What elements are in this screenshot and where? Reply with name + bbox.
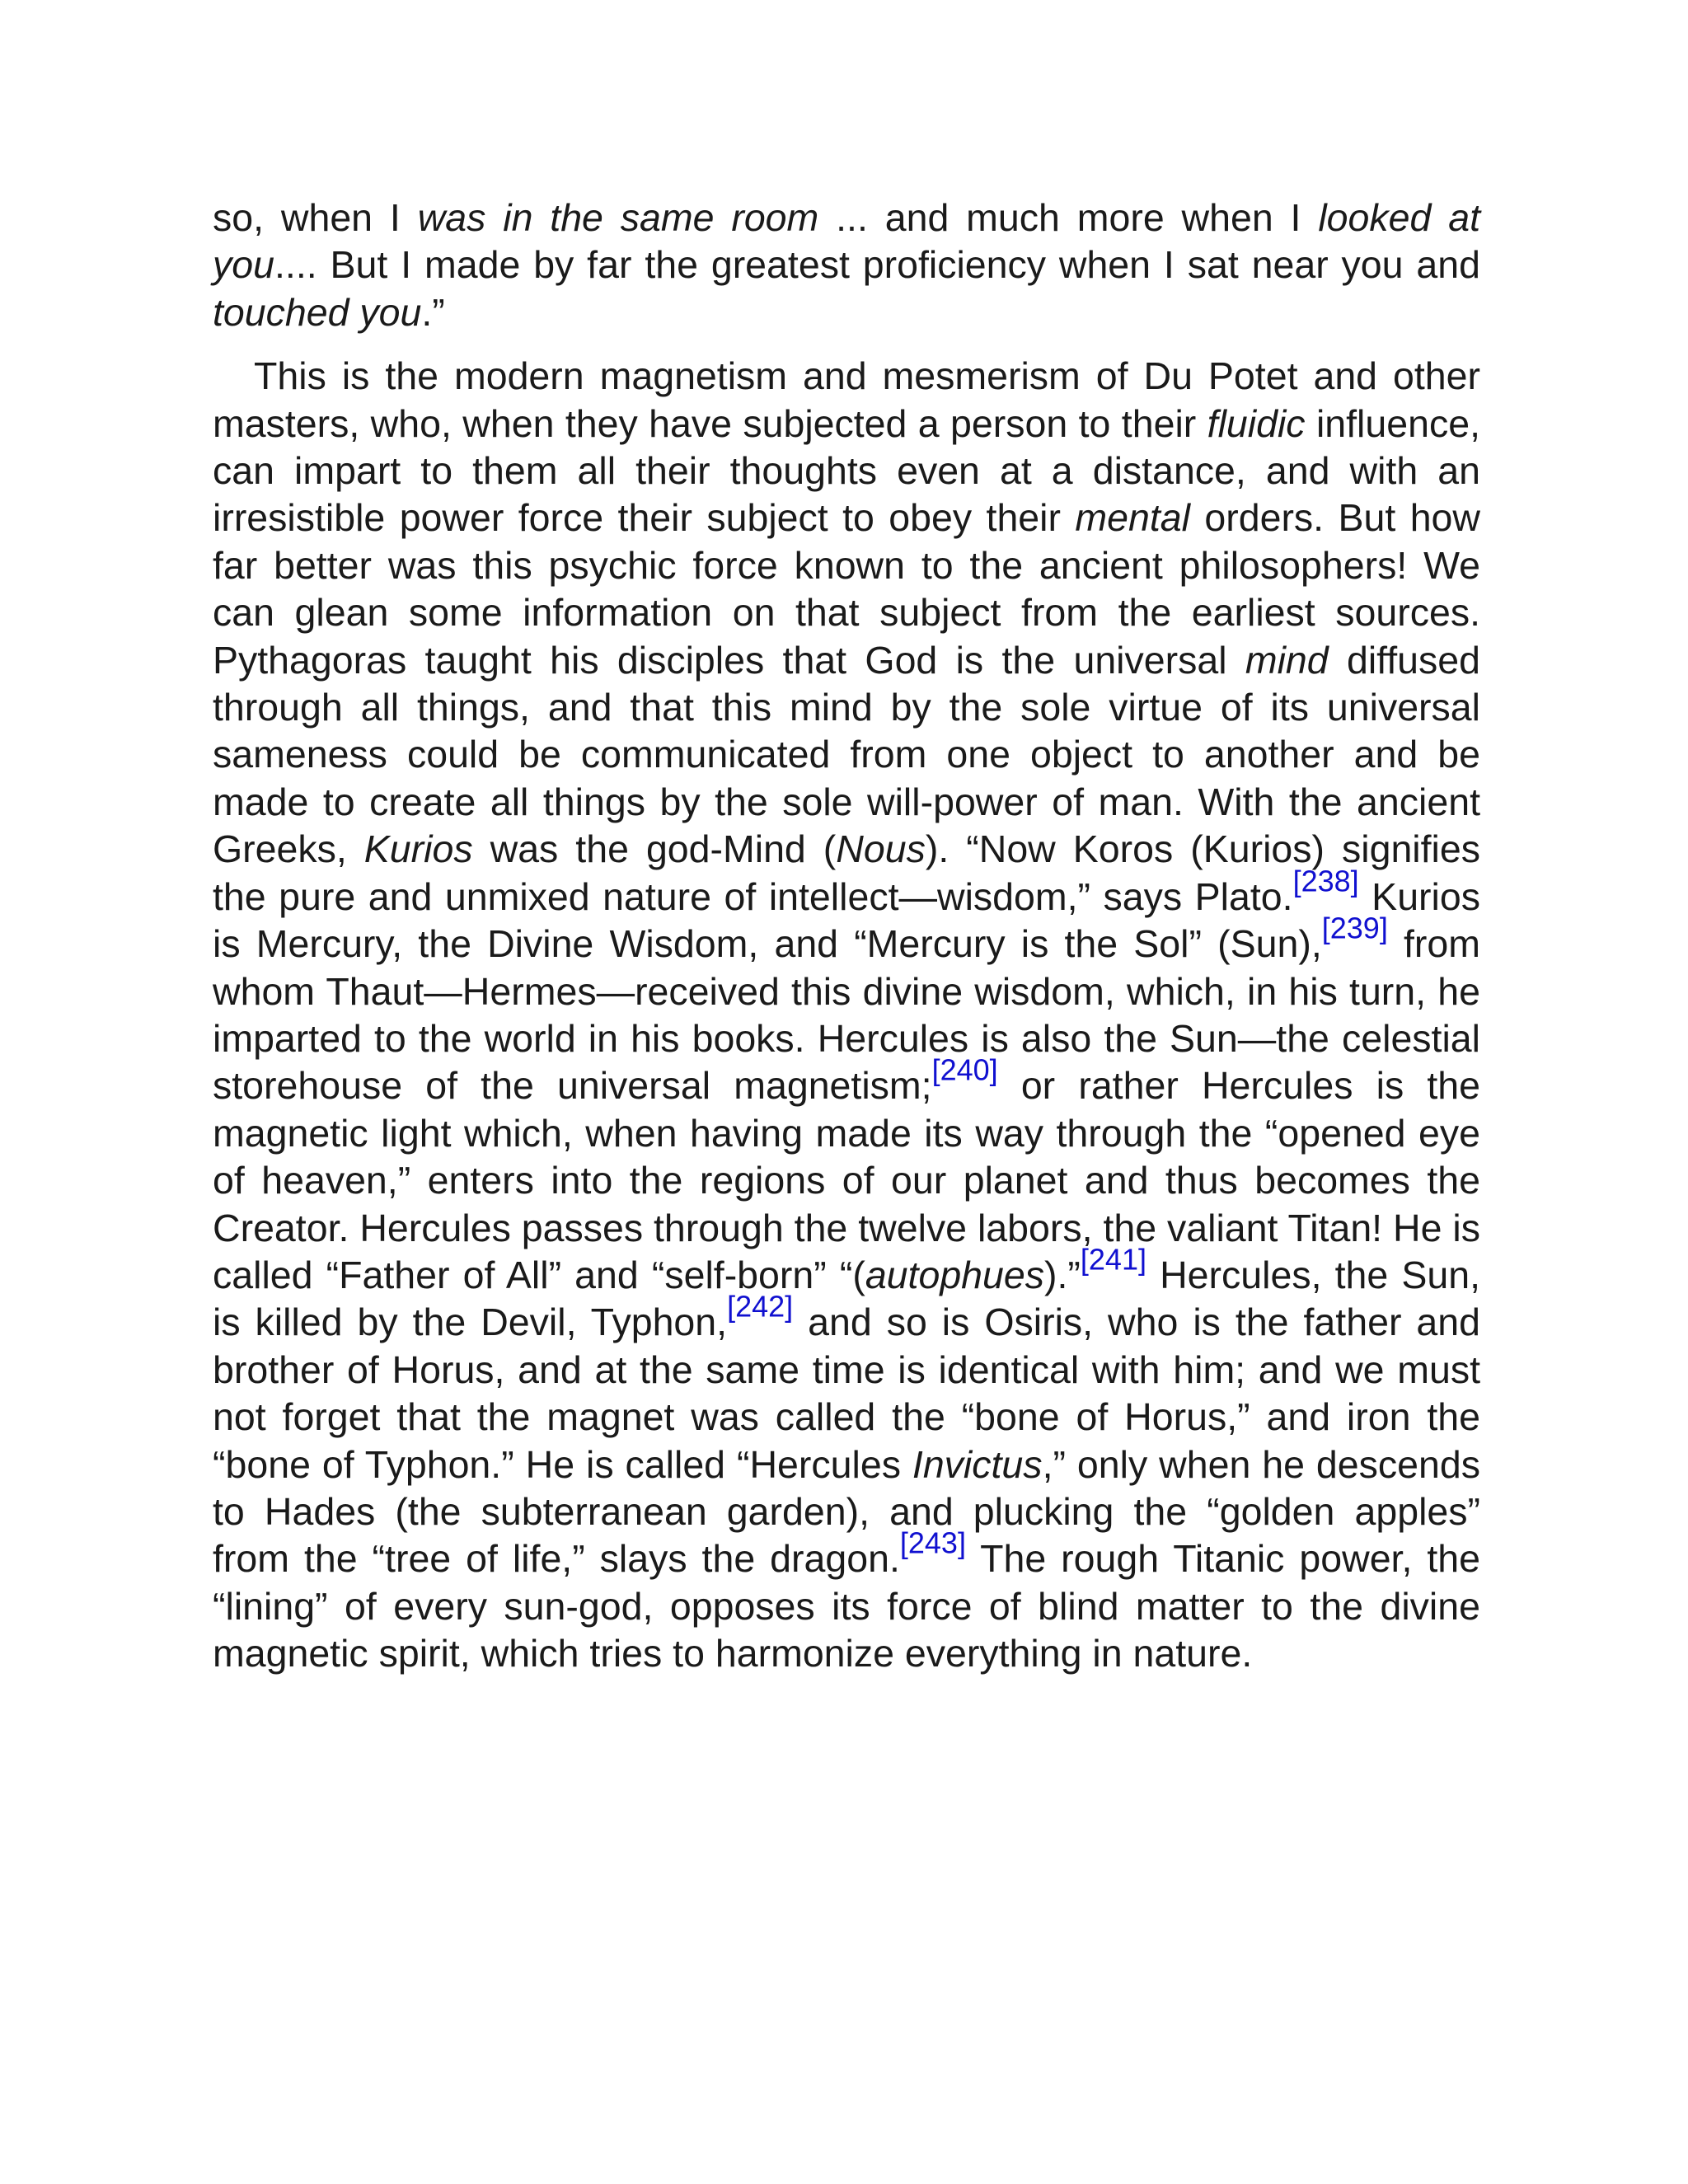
text-run: The rough Titanic power, the “lining” of every sun-god, opposes its force of blind matter to the divine magnetic spirit, which tries to harmonize everything in nature. <box>213 1537 1480 1675</box>
text-run: .... But I made by far the greatest proficiency when I sat near you and <box>274 243 1480 287</box>
paragraph-2 <box>213 353 1480 1677</box>
footnote-link-238[interactable]: [238] <box>1292 864 1359 898</box>
text-run: orders. But how far better was this psychic force known to the ancient philosophers! We can glean some information on that subject from the earliest sources. Pythagoras taught his disciples that God is the universal <box>213 496 1480 682</box>
italic-run: fluidic <box>1207 401 1306 445</box>
italic-run: autophues <box>865 1253 1045 1296</box>
italic-run: mental <box>1075 496 1190 540</box>
text-run: ).” <box>1044 1253 1081 1296</box>
italic-run: looked at you <box>213 196 1481 287</box>
italic-run: Nous <box>836 827 926 871</box>
text-run: and so is Osiris, who is the father and brother of Horus, and at the same time is identical with him; and we must not forget that the magnet was called the “bone of Horus,” and iron the “bone of Typhon.” He is called “Hercules <box>213 1301 1480 1486</box>
text-run: so, when I <box>213 196 418 239</box>
footnote-link-241[interactable]: [241] <box>1080 1242 1146 1277</box>
text-run: diffused through all things, and that this mind by the sole virtue of its universal sameness could be communicated from one object to another and be made to create all things by the sole will-power of man. With the ancient Greeks, <box>213 638 1480 871</box>
italic-run: Kurios <box>363 827 473 871</box>
text-column <box>213 194 1480 1678</box>
italic-run: touched you <box>213 290 422 334</box>
text-run: .” <box>421 290 445 334</box>
text-run: Kurios is Mercury, the Divine Wisdom, and “Mercury is the Sol” (Sun), <box>213 874 1480 966</box>
footnote-link-242[interactable]: [242] <box>727 1290 794 1324</box>
text-run: or rather Hercules is the magnetic light which, when having made its way through the “opened eye of heaven,” enters into the regions of our planet and thus becomes the Creator. Hercules passes through the twelve labors, the valiant Titan! He is called “Father of All” and “self-born” “( <box>213 1064 1480 1296</box>
italic-run: mind <box>1245 638 1329 682</box>
text-run: was the god-Mind ( <box>472 827 837 871</box>
footnote-link-240[interactable]: [240] <box>931 1053 998 1087</box>
text-run: This is the modern magnetism and mesmerism of Du Potet and other masters, who, when they have subjected a person to their <box>213 354 1480 445</box>
text-run: ). “Now Koros (Kurios) signifies the pure and unmixed nature of intellect—wisdom,” says Plato. <box>213 827 1480 918</box>
text-run: ,” only when he descends to Hades (the subterranean garden), and plucking the “golden apples” from the “tree of life,” slays the dragon. <box>213 1442 1480 1581</box>
footnote-link-239[interactable]: [239] <box>1321 911 1388 945</box>
italic-run: Invictus <box>912 1442 1043 1486</box>
text-run: ... and much more when I <box>818 196 1319 239</box>
text-run: Hercules, the Sun, is killed by the Devil, Typhon, <box>213 1253 1480 1344</box>
italic-run: was in the same room <box>417 196 819 239</box>
text-run: influence, can impart to them all their thoughts even at a distance, and with an irresistible power force their subject to obey their <box>213 401 1480 540</box>
paragraph-1 <box>213 194 1480 336</box>
footnote-link-243[interactable]: [243] <box>899 1526 966 1561</box>
text-run: from whom Thaut—Hermes—received this divine wisdom, which, in his turn, he imparted to the world in his books. Hercules is also the Sun—the celestial storehouse of the universal magnetism; <box>213 922 1480 1108</box>
